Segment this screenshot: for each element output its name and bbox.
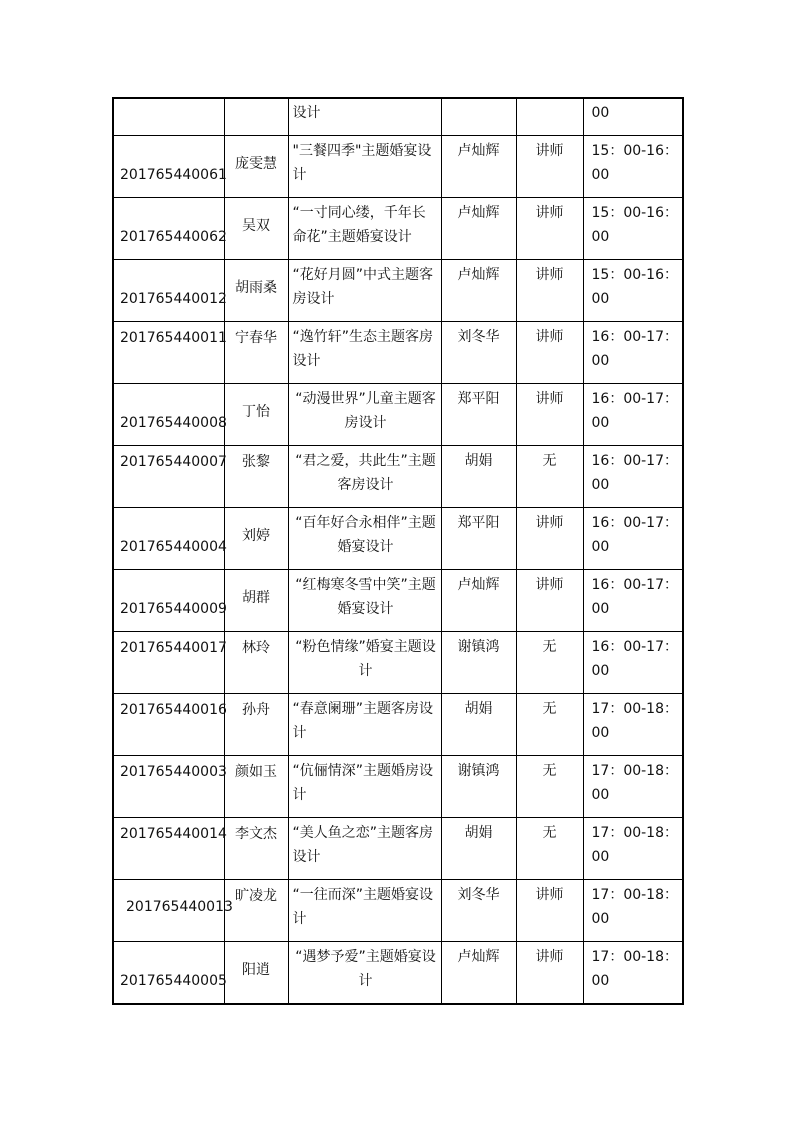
topic-cell: “花好月圆”中式主题客房设计: [288, 260, 441, 322]
student-id-cell: [113, 98, 224, 136]
time-cell: 17：00-18：00: [583, 880, 683, 942]
table-row: [113, 880, 683, 942]
advisor-title-cell: 无: [516, 694, 583, 756]
advisor-cell: 谢镇鸿: [441, 756, 516, 818]
student-id-cell: 201765440014: [113, 818, 224, 880]
student-name-cell: 李文杰: [224, 818, 288, 880]
student-id-cell: 201765440004: [113, 508, 224, 570]
time-cell: 15：00-16：00: [583, 198, 683, 260]
advisor-cell: 刘冬华: [441, 322, 516, 384]
advisor-title-cell: 讲师: [516, 260, 583, 322]
topic-cell: "三餐四季"主题婚宴设计: [288, 136, 441, 198]
student-id-cell: 201765440005: [113, 942, 224, 1005]
topic-cell: “逸竹轩”生态主题客房设计: [288, 322, 441, 384]
student-id-cell: 201765440016: [113, 694, 224, 756]
table-row: [113, 260, 683, 322]
advisor-cell: 卢灿辉: [441, 942, 516, 1005]
topic-cell: “遇梦予爱”主题婚宴设计: [288, 942, 441, 1005]
student-name-cell: 胡群: [224, 570, 288, 632]
time-cell: 17：00-18：00: [583, 942, 683, 1005]
advisor-title-cell: 无: [516, 446, 583, 508]
table-row: [113, 98, 683, 136]
time-cell: 16：00-17：00: [583, 322, 683, 384]
advisor-cell: 胡娟: [441, 694, 516, 756]
student-id-cell: 201765440007: [113, 446, 224, 508]
topic-cell: “春意阑珊”主题客房设计: [288, 694, 441, 756]
advisor-title-cell: [516, 98, 583, 136]
student-name-cell: 胡雨桑: [224, 260, 288, 322]
advisor-cell: 刘冬华: [441, 880, 516, 942]
student-name-cell: [224, 98, 288, 136]
advisor-cell: 卢灿辉: [441, 198, 516, 260]
advisor-cell: 郑平阳: [441, 508, 516, 570]
advisor-cell: 郑平阳: [441, 384, 516, 446]
advisor-title-cell: 讲师: [516, 880, 583, 942]
topic-cell: “红梅寒冬雪中笑”主题婚宴设计: [288, 570, 441, 632]
student-name-cell: 吴双: [224, 198, 288, 260]
student-name-cell: 丁怡: [224, 384, 288, 446]
student-name-cell: 张黎: [224, 446, 288, 508]
table-row: [113, 198, 683, 260]
topic-cell: “百年好合永相伴”主题婚宴设计: [288, 508, 441, 570]
advisor-title-cell: 讲师: [516, 384, 583, 446]
student-id-cell: 201765440061: [113, 136, 224, 198]
table-row: [113, 136, 683, 198]
time-cell: 17：00-18：00: [583, 818, 683, 880]
advisor-cell: 卢灿辉: [441, 260, 516, 322]
advisor-cell: 胡娟: [441, 446, 516, 508]
topic-cell: “一寸同心缕，千年长命花”主题婚宴设计: [288, 198, 441, 260]
advisor-title-cell: 讲师: [516, 942, 583, 1005]
advisor-title-cell: 讲师: [516, 508, 583, 570]
student-name-cell: 颜如玉: [224, 756, 288, 818]
student-name-cell: 宁春华: [224, 322, 288, 384]
table-row: [113, 694, 683, 756]
student-id-cell: 201765440012: [113, 260, 224, 322]
student-id-cell: 201765440003: [113, 756, 224, 818]
student-name-cell: 庞雯慧: [224, 136, 288, 198]
student-name-cell: 阳逍: [224, 942, 288, 1005]
student-id-cell: 201765440017: [113, 632, 224, 694]
time-cell: 16：00-17：00: [583, 384, 683, 446]
time-cell: 15：00-16：00: [583, 136, 683, 198]
advisor-cell: 卢灿辉: [441, 570, 516, 632]
advisor-cell: 胡娟: [441, 818, 516, 880]
topic-cell: 设计: [288, 98, 441, 136]
advisor-cell: 谢镇鸿: [441, 632, 516, 694]
student-id-cell: 201765440062: [113, 198, 224, 260]
topic-cell: “伉俪情深”主题婚房设计: [288, 756, 441, 818]
time-cell: 00: [583, 98, 683, 136]
schedule-table: [112, 97, 684, 1005]
time-cell: 15：00-16：00: [583, 260, 683, 322]
student-name-cell: 孙舟: [224, 694, 288, 756]
student-name-cell: 林玲: [224, 632, 288, 694]
advisor-title-cell: 无: [516, 632, 583, 694]
time-cell: 17：00-18：00: [583, 756, 683, 818]
student-id-cell: 201765440008: [113, 384, 224, 446]
student-name-cell: 刘婷: [224, 508, 288, 570]
student-name-cell: 旷凌龙: [224, 880, 288, 942]
time-cell: 16：00-17：00: [583, 508, 683, 570]
advisor-title-cell: 无: [516, 818, 583, 880]
advisor-title-cell: 讲师: [516, 136, 583, 198]
topic-cell: “粉色情缘”婚宴主题设计: [288, 632, 441, 694]
table-row: [113, 446, 683, 508]
table-row: [113, 508, 683, 570]
advisor-title-cell: 讲师: [516, 322, 583, 384]
time-cell: 16：00-17：00: [583, 570, 683, 632]
time-cell: 17：00-18：00: [583, 694, 683, 756]
student-id-cell: 201765440009: [113, 570, 224, 632]
table-row: [113, 818, 683, 880]
topic-cell: “动漫世界”儿童主题客房设计: [288, 384, 441, 446]
topic-cell: “美人鱼之恋”主题客房设计: [288, 818, 441, 880]
advisor-title-cell: 讲师: [516, 570, 583, 632]
table-row: [113, 322, 683, 384]
table-row: [113, 632, 683, 694]
table-row: [113, 570, 683, 632]
advisor-title-cell: 讲师: [516, 198, 583, 260]
time-cell: 16：00-17：00: [583, 632, 683, 694]
table-row: [113, 756, 683, 818]
table-row: [113, 942, 683, 1005]
advisor-title-cell: 无: [516, 756, 583, 818]
advisor-cell: [441, 98, 516, 136]
time-cell: 16：00-17：00: [583, 446, 683, 508]
advisor-cell: 卢灿辉: [441, 136, 516, 198]
student-id-cell: 201765440011: [113, 322, 224, 384]
table-row: [113, 384, 683, 446]
topic-cell: “君之爱，共此生”主题客房设计: [288, 446, 441, 508]
student-id-cell: 201765440013: [113, 880, 224, 942]
topic-cell: “一往而深”主题婚宴设计: [288, 880, 441, 942]
